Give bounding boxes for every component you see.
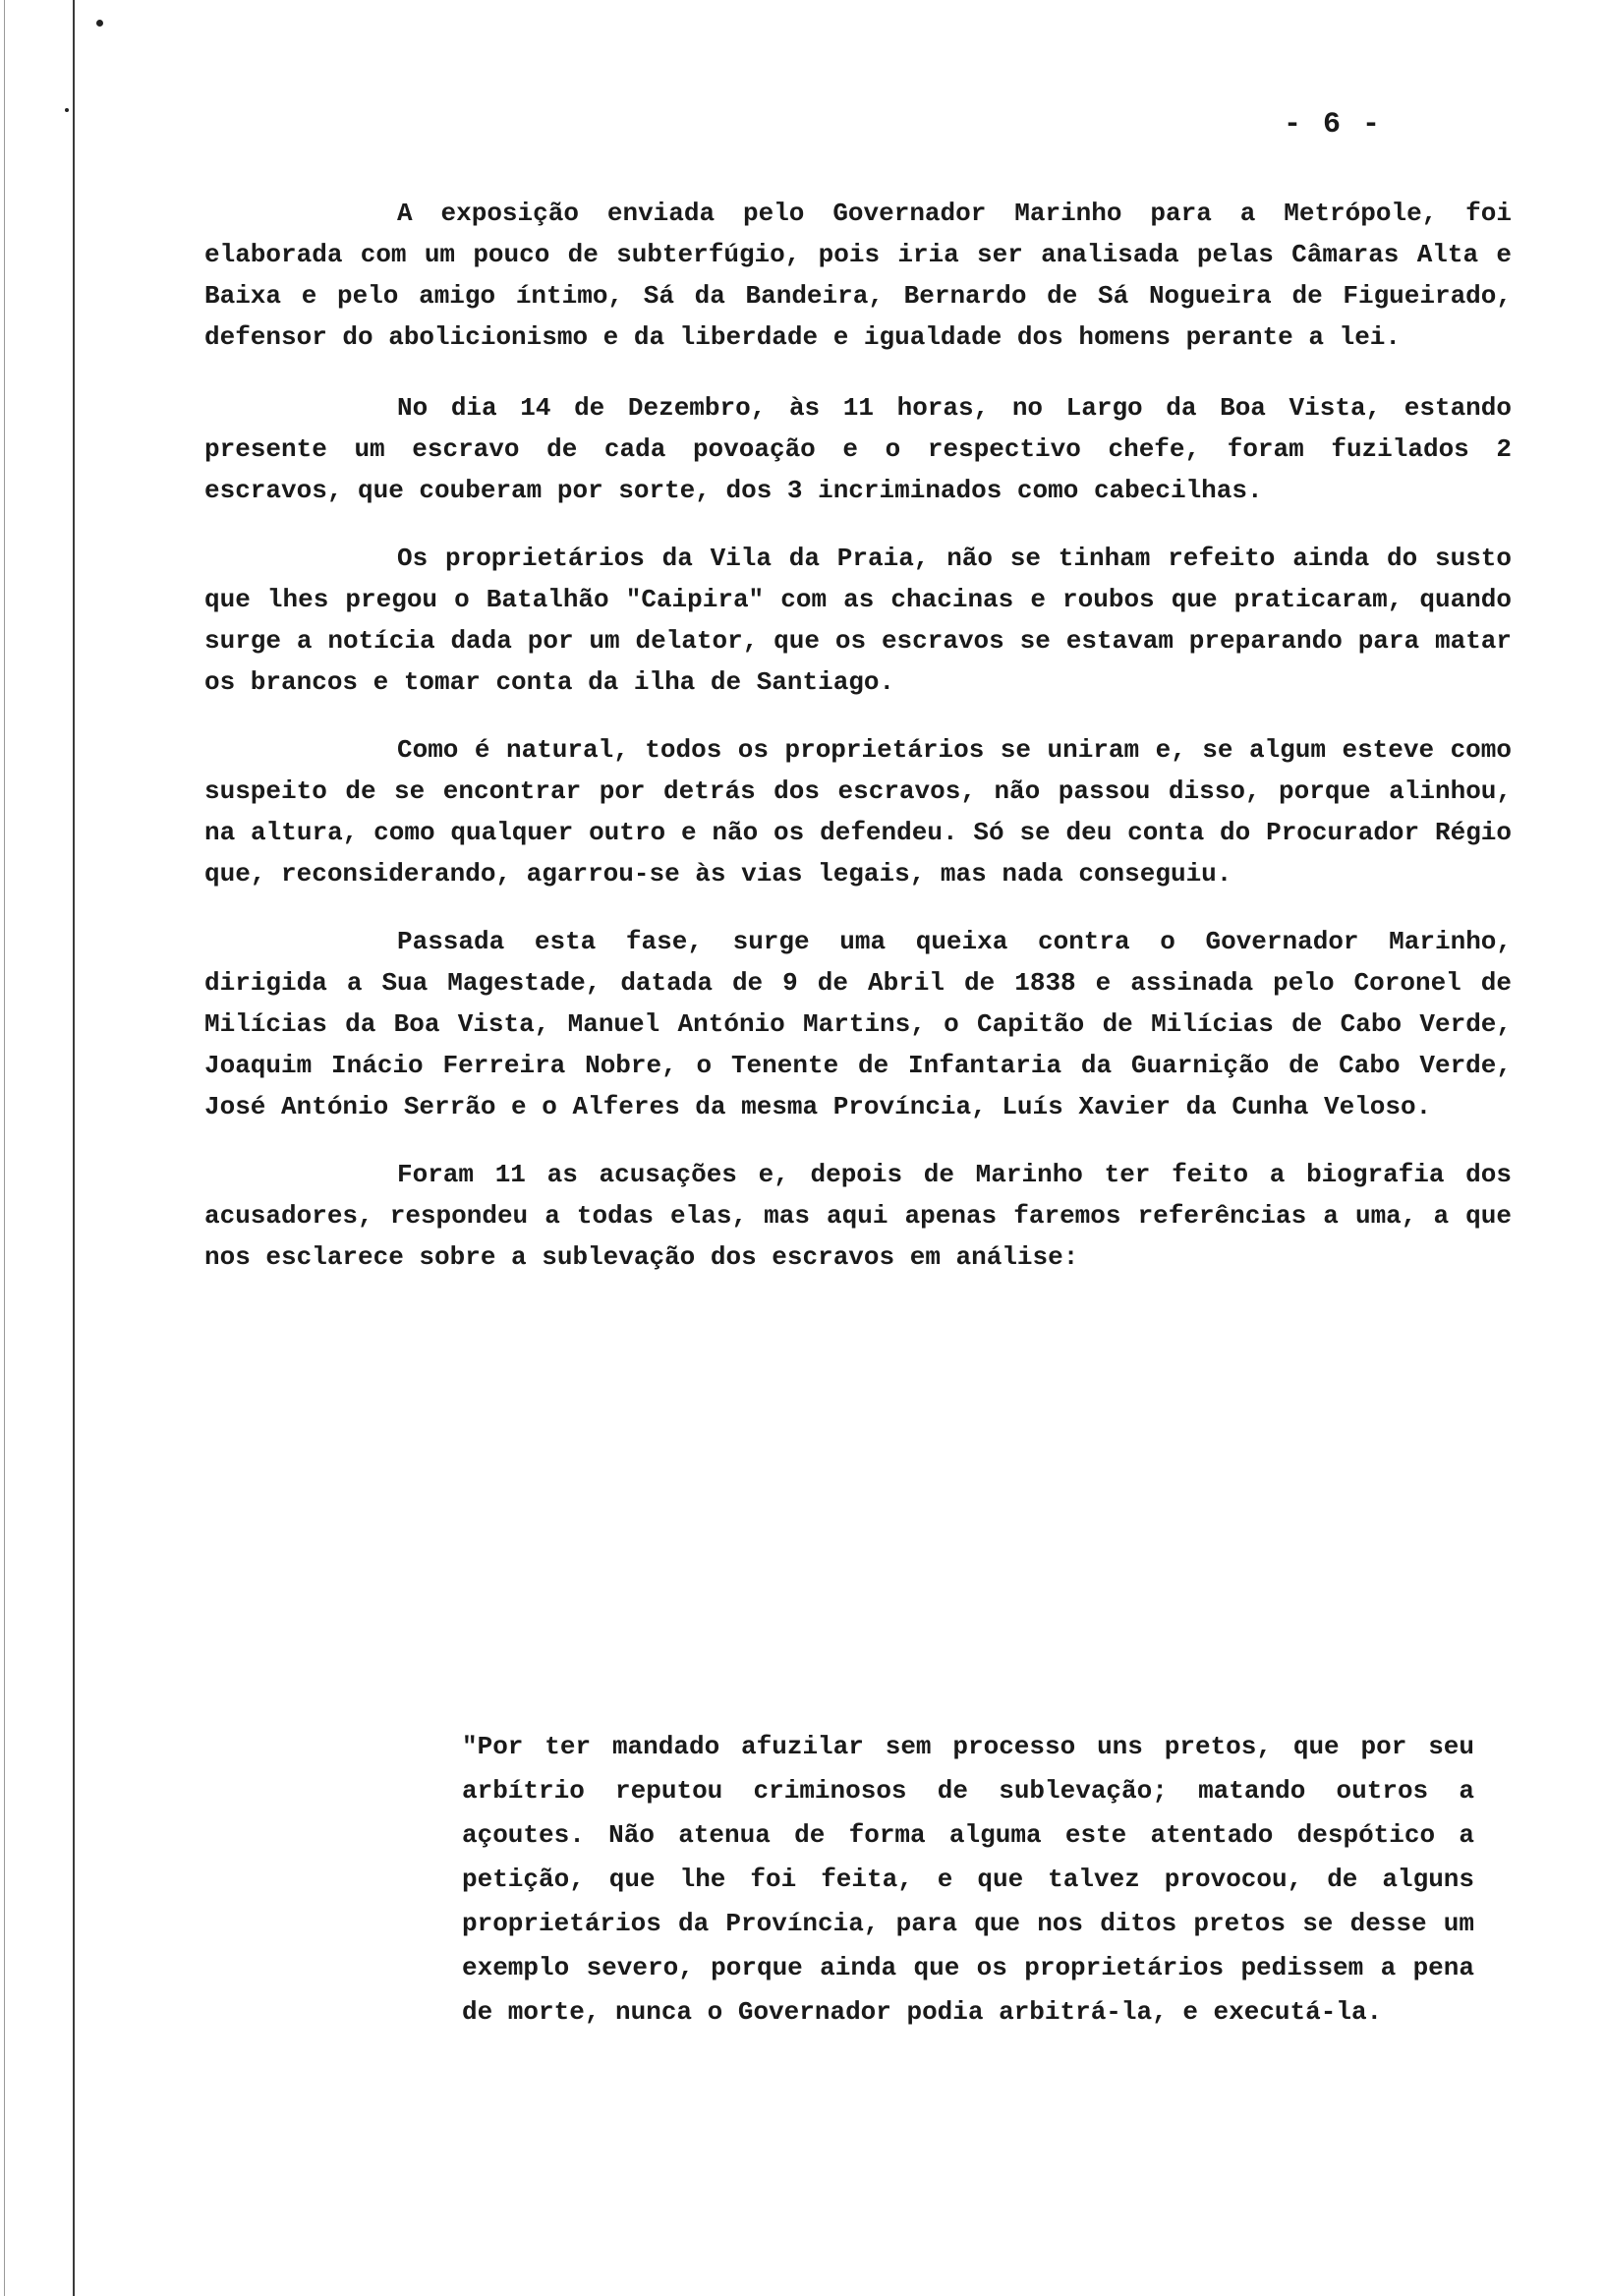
paragraph: Os proprietários da Vila da Praia, não se tinham refeito ainda do susto que lhes pregou o Batalhão "Caipira" com as chacinas e roubos que praticaram, quando surge a notícia dada por um delator, que os escravos se estavam preparando para matar os brancos e tomar conta da ilha de Santiago. [204,544,1512,697]
paragraph: A exposição enviada pelo Governador Marinho para a Metrópole, foi elaborada com um pouco de subterfúgio, pois iria ser analisada pelas Câmaras Alta e Baixa e pelo amigo íntimo, Sá da Bandeira, Bernardo de Sá Nogueira de Figueirado, defensor do abolicionismo e da liberdade e igualdade dos homens perante a lei. [204,199,1512,352]
body-text [204,193,1512,1304]
margin-rule [73,0,75,2296]
paragraph: No dia 14 de Dezembro, às 11 horas, no Largo da Boa Vista, estando presente um escravo de cada povoação e o respectivo chefe, foram fuzilados 2 escravos, que couberam por sorte, dos 3 incriminados como cabecilhas. [204,393,1512,505]
scan-edge-line [4,0,5,2296]
block-quote: "Por ter mandado afuzilar sem processo uns pretos, que por seu arbítrio reputou criminosos de sublevação; matando outros a açoutes. Não atenua de forma alguma este atentado despótico a petição, que lhe foi feita, e que talvez provocou, de alguns proprietários da Província, para que nos ditos pretos se desse um exemplo severo, porque ainda que os proprietários pedissem a pena de morte, nunca o Governador podia arbitrá-la, e executá-la. [462,1732,1474,2027]
page-number: - 6 - [1284,108,1383,142]
paragraph: Passada esta fase, surge uma queixa contra o Governador Marinho, dirigida a Sua Magestade, datada de 9 de Abril de 1838 e assinada pelo Coronel de Milícias da Boa Vista, Manuel António Martins, o Capitão de Milícias de Cabo Verde, Joaquim Inácio Ferreira Nobre, o Tenente de Infantaria da Guarnição de Cabo Verde, José António Serrão e o Alferes da mesma Província, Luís Xavier da Cunha Veloso. [204,927,1512,1121]
paragraph: Foram 11 as acusações e, depois de Marinho ter feito a biografia dos acusadores, respondeu a todas elas, mas aqui apenas faremos referências a uma, a que nos esclarece sobre a sublevação dos escravos em análise: [204,1160,1512,1272]
scan-speck [65,108,69,112]
scan-speck [96,20,103,27]
paragraph: Como é natural, todos os proprietários se uniram e, se algum esteve como suspeito de se encontrar por detrás dos escravos, não passou disso, porque alinhou, na altura, como qualquer outro e não os defendeu. Só se deu conta do Procurador Régio que, reconsiderando, agarrou-se às vias legais, mas nada conseguiu. [204,735,1512,889]
